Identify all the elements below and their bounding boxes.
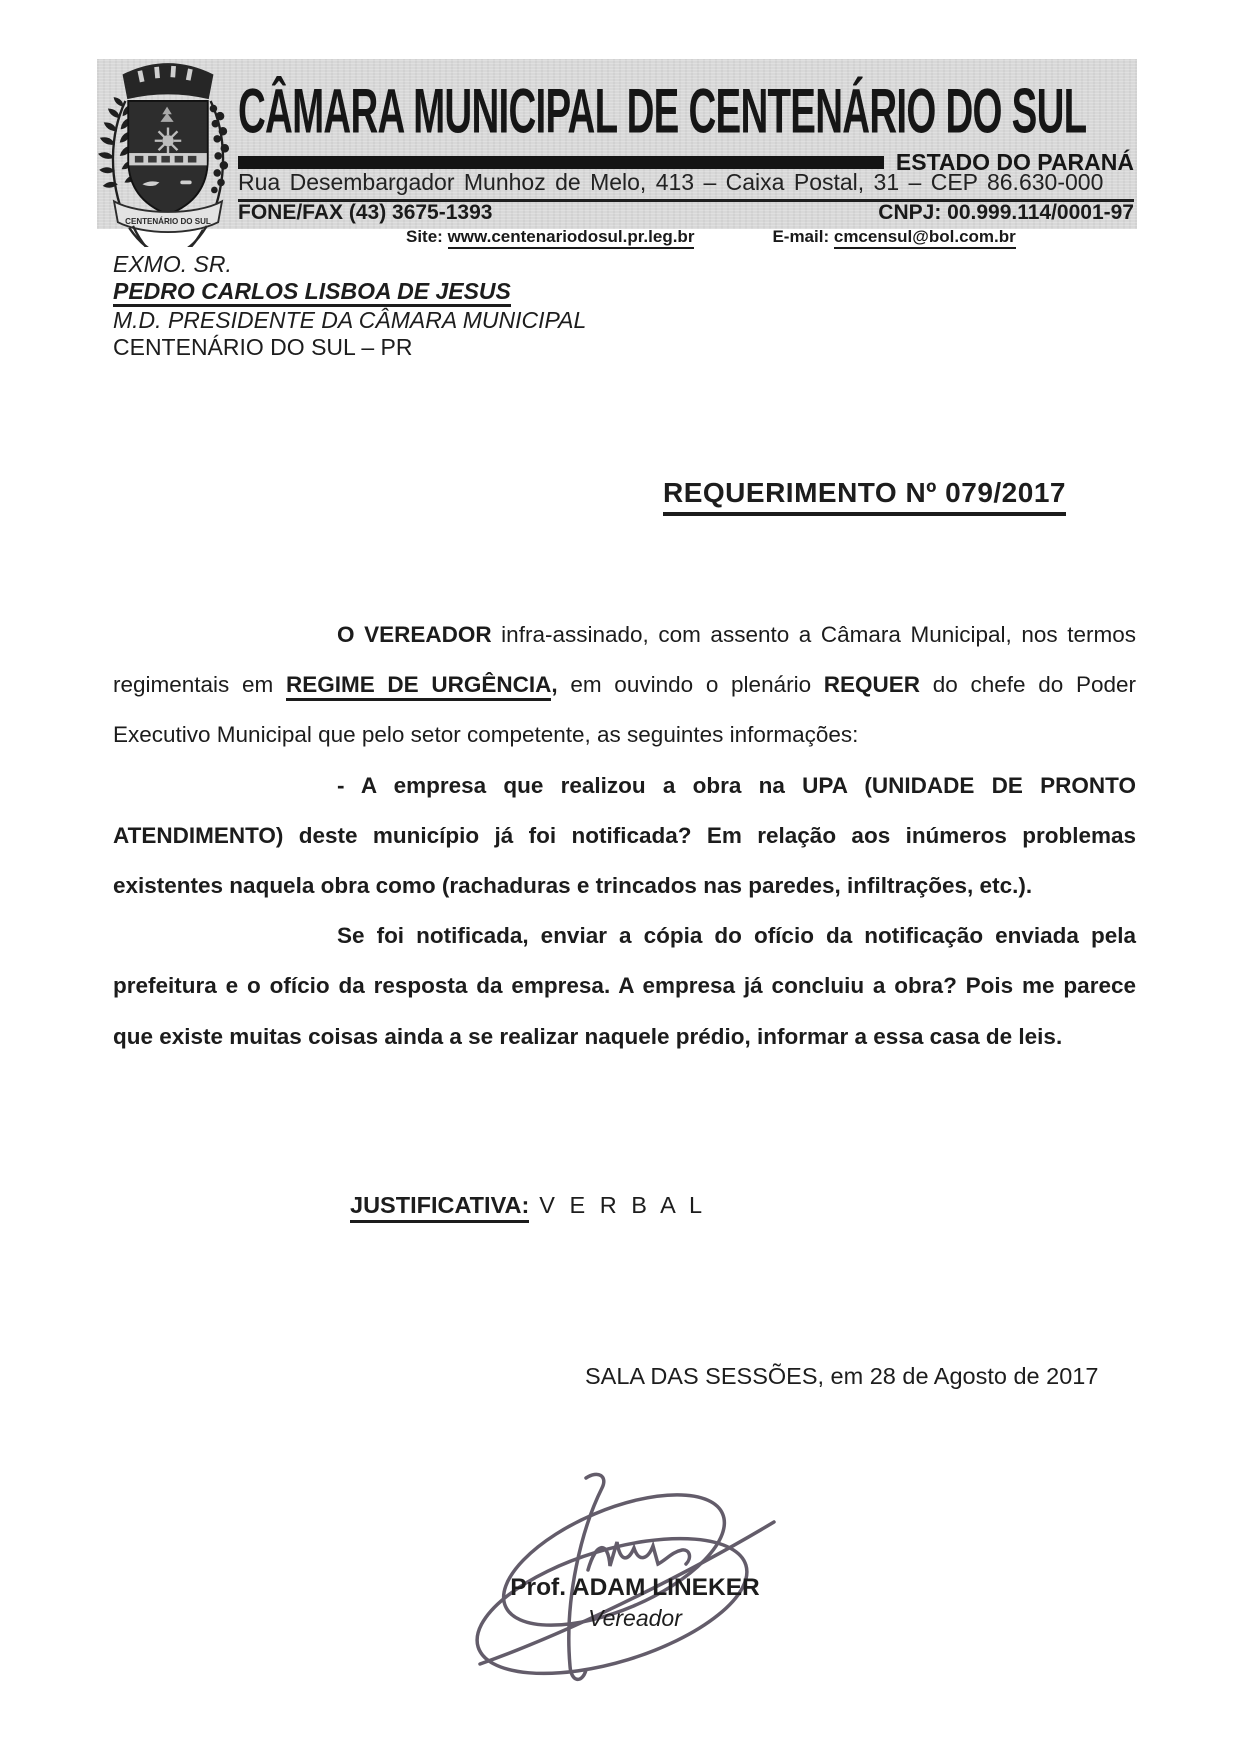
site-label: Site:: [406, 227, 443, 246]
mural-crown-icon: [123, 63, 214, 99]
site-email-row: [238, 227, 1134, 247]
state-label: ESTADO DO PARANÁ: [895, 149, 1134, 175]
signature-block: [485, 1574, 785, 1632]
email-address: cmcensul@bol.com.br: [834, 227, 1016, 249]
org-name: CÂMARA MUNICIPAL DE CENTENÁRIO DO SUL: [238, 76, 1087, 147]
addressee-role: M.D. PRESIDENTE DA CÂMARA MUNICIPAL: [113, 307, 587, 333]
paragraph-2: - A empresa que realizou a obra na UPA (UNIDADE DE PRONTO ATENDIMENTO) deste município já foi notificada? Em relação aos inúmeros problemas existentes naquela obra como (rachaduras e trincados nas paredes, infiltrações, etc.).: [113, 772, 1136, 899]
addressee-city: CENTENÁRIO DO SUL – PR: [113, 333, 413, 360]
justification-line: [350, 1192, 706, 1219]
cnpj: CNPJ: 00.999.114/0001-97: [878, 201, 1134, 224]
justification-label: JUSTIFICATIVA:: [350, 1192, 529, 1223]
email-label: E-mail:: [772, 227, 830, 246]
document-title: REQUERIMENTO Nº 079/2017: [663, 477, 1066, 516]
signer-name: Prof. ADAM LINEKER: [510, 1574, 760, 1601]
letterhead: [97, 59, 1137, 246]
address-line: Rua Desembargador Munhoz de Melo, 413 – Caixa Postal, 31 – CEP 86.630-000: [238, 169, 1134, 202]
site-url: www.centenariodosul.pr.leg.br: [448, 227, 695, 249]
coat-of-arms-logo: [97, 61, 239, 247]
paragraph-3: Se foi notificada, enviar a cópia do ofício da notificação enviada pela prefeitura e o ofício da resposta da empresa. A empresa já concluiu a obra? Pois me parece que existe muitas coisas ainda a se realizar naquele prédio, informar a essa casa de leis.: [113, 923, 1136, 1049]
addressee-salutation: EXMO. SR.: [113, 251, 232, 277]
phone-cnpj-row: [238, 201, 1134, 225]
shield-icon: [128, 101, 208, 215]
document-body: [113, 610, 1136, 1062]
divider-bar: [238, 156, 884, 169]
place-date-line: SALA DAS SESSÕES, em 28 de Agosto de 2017: [585, 1363, 1099, 1389]
justification-value: V E R B A L: [539, 1192, 707, 1218]
ribbon-text: CENTENÁRIO DO SUL: [125, 217, 211, 227]
phone-fax: FONE/FAX (43) 3675-1393: [238, 201, 493, 224]
site: [406, 227, 694, 247]
email: [772, 227, 1015, 247]
addressee-name: PEDRO CARLOS LISBOA DE JESUS: [113, 278, 511, 308]
addressee-block: [113, 251, 586, 360]
signer-role: Vereador: [588, 1605, 682, 1631]
paragraph-1: O VEREADOR infra-assinado, com assento a Câmara Municipal, nos termos regimentais em REGIME DE URGÊNCIA, em ouvindo o plenário REQUER do chefe do Poder Executivo Municipal que pelo setor competente, as seguintes informações:: [113, 622, 1136, 748]
